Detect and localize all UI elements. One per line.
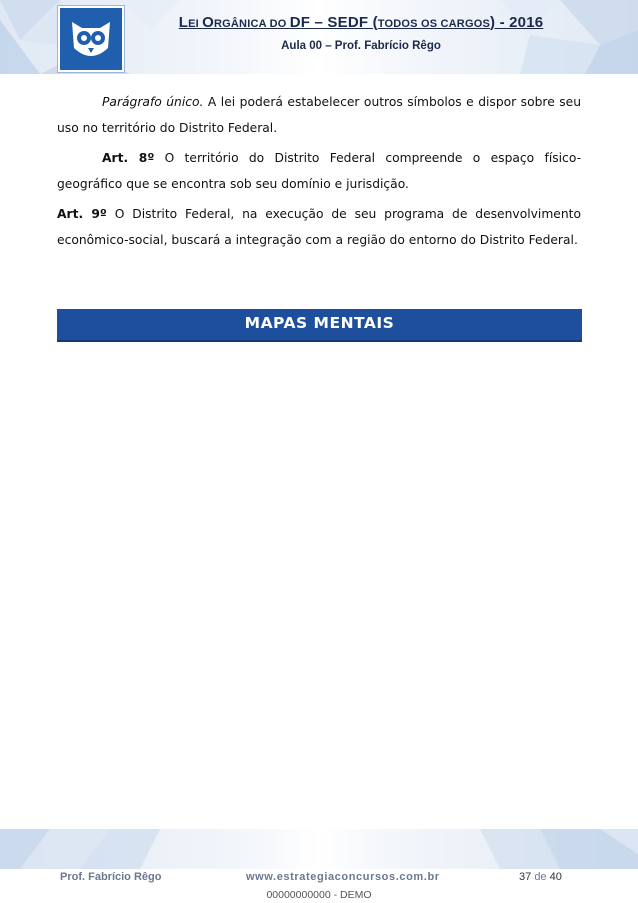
footer-band [0,829,638,869]
paragraph-unico: Parágrafo único. A lei poderá estabelecer outros símbolos e dispor sobre seu uso no território do Distrito Federal. [57,95,581,135]
page-number: 37 de 40 [519,871,562,883]
document-subtitle: Aula 00 – Prof. Fabrício Rêgo [281,40,441,52]
owl-logo-icon [58,6,124,72]
article-9: Art. 9º O Distrito Federal, na execução de seu programa de desenvolvimento econômico-social, buscará a integração com a região do entorno do Distrito Federal. [57,207,582,247]
document-title: LEI ORGÂNICA DO DF – SEDF (TODOS OS CARGOS) - 2016 [178,14,544,31]
footer-demo-id: 00000000000 - DEMO [266,889,372,901]
footer-url[interactable]: www.estrategiaconcursos.com.br [246,871,440,883]
footer-author: Prof. Fabrício Rêgo [60,871,162,883]
article-8: Art. 8º O território do Distrito Federal compreende o espaço físico-geográfico que se encontra sob seu domínio e jurisdição. [57,151,582,191]
page-header [0,0,638,74]
page-content [57,90,581,258]
section-banner: MAPAS MENTAIS [57,309,582,342]
footer-pattern [0,829,638,869]
